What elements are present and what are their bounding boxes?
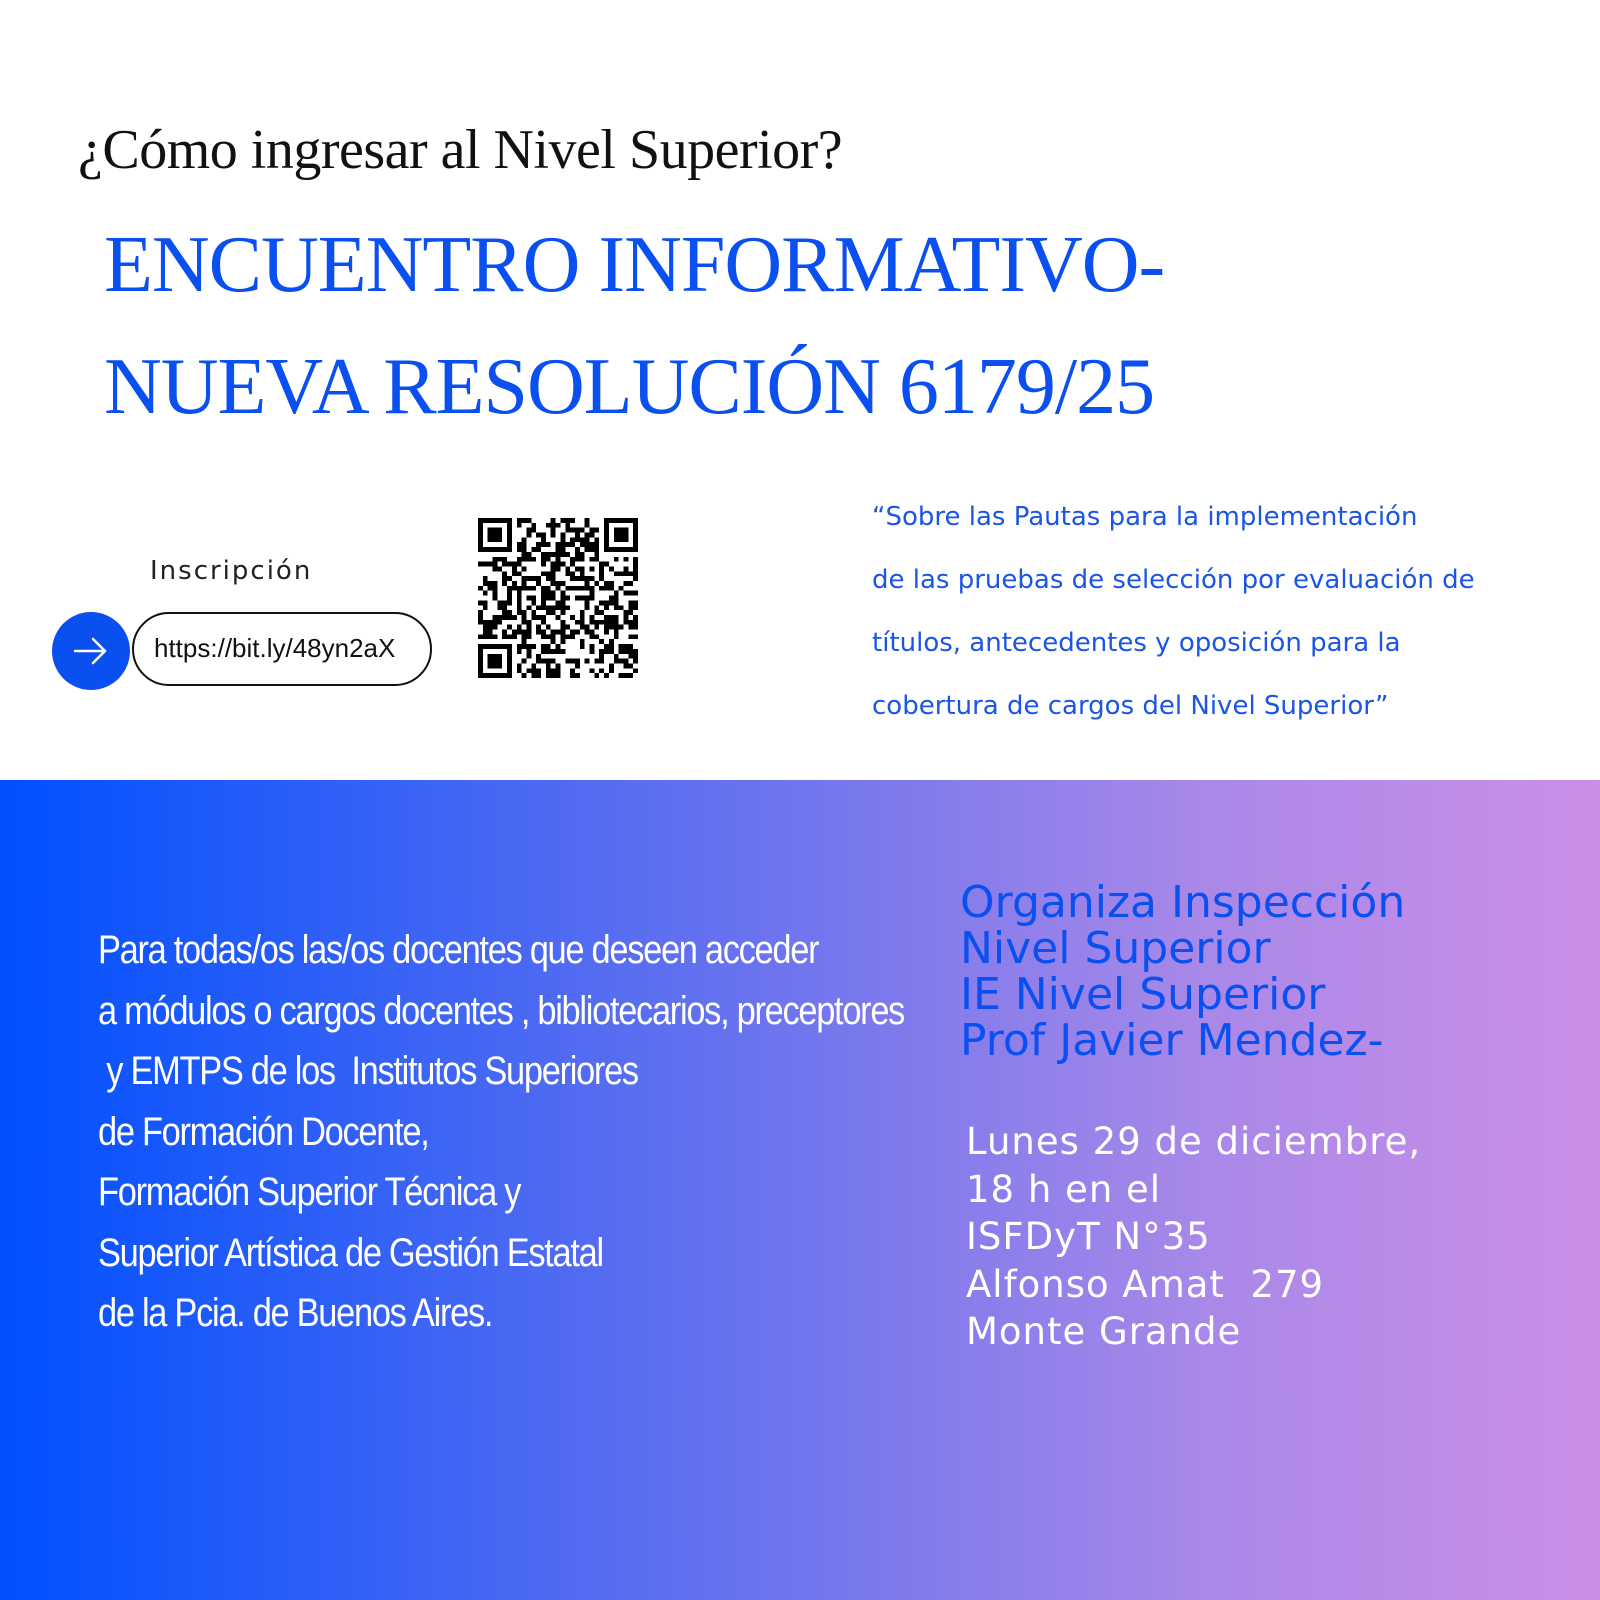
- quote-line: cobertura de cargos del Nivel Superior”: [872, 691, 1389, 721]
- quote-line: “Sobre las Pautas para la implementación: [872, 502, 1418, 532]
- event-details: [966, 1118, 1421, 1356]
- qr-code-icon[interactable]: [478, 518, 638, 678]
- organizer-line: IE Nivel Superior: [960, 969, 1326, 1020]
- audience-line: Superior Artística de Gestión Estatal: [98, 1230, 603, 1275]
- audience-line: Formación Superior Técnica y: [98, 1170, 521, 1214]
- registration-label: Inscripción: [150, 556, 313, 586]
- headline-line-2: NUEVA RESOLUCIÓN 6179/25: [104, 343, 1155, 431]
- resolution-quote: [872, 486, 1572, 738]
- organizer-line: Organiza Inspección: [960, 877, 1406, 928]
- audience-line: a módulos o cargos docentes , bibliotecarios, preceptores: [98, 988, 905, 1033]
- audience-line: Para todas/os las/os docentes que deseen acceder: [98, 928, 819, 972]
- audience-line: de Formación Docente,: [98, 1109, 429, 1154]
- headline-line-1: ENCUENTRO INFORMATIVO-: [104, 221, 1165, 309]
- event-line: Lunes 29 de diciembre,: [966, 1120, 1422, 1163]
- audience-line: y EMTPS de los Institutos Superiores: [98, 1049, 638, 1093]
- registration-url-text: https://bit.ly/48yn2aX: [154, 633, 396, 663]
- event-line: Monte Grande: [966, 1310, 1242, 1353]
- organizer-line: Prof Javier Mendez-: [960, 1015, 1384, 1066]
- event-line: 18 h en el: [966, 1167, 1162, 1211]
- organizer-block: [960, 877, 1406, 1066]
- audience-description: [98, 920, 1035, 1344]
- registration-arrow-button[interactable]: [52, 612, 130, 690]
- question-heading: ¿Cómo ingresar al Nivel Superior?: [78, 119, 843, 181]
- quote-line: títulos, antecedentes y oposición para la: [872, 628, 1401, 658]
- registration-url-link[interactable]: [132, 612, 432, 686]
- arrow-right-icon: [71, 631, 111, 671]
- organizer-line: Nivel Superior: [960, 923, 1271, 974]
- quote-line: de las pruebas de selección por evaluación de: [872, 565, 1475, 595]
- event-line: ISFDyT N°35: [966, 1215, 1211, 1258]
- audience-line: de la Pcia. de Buenos Aires.: [98, 1291, 493, 1335]
- event-line: Alfonso Amat 279: [966, 1262, 1325, 1306]
